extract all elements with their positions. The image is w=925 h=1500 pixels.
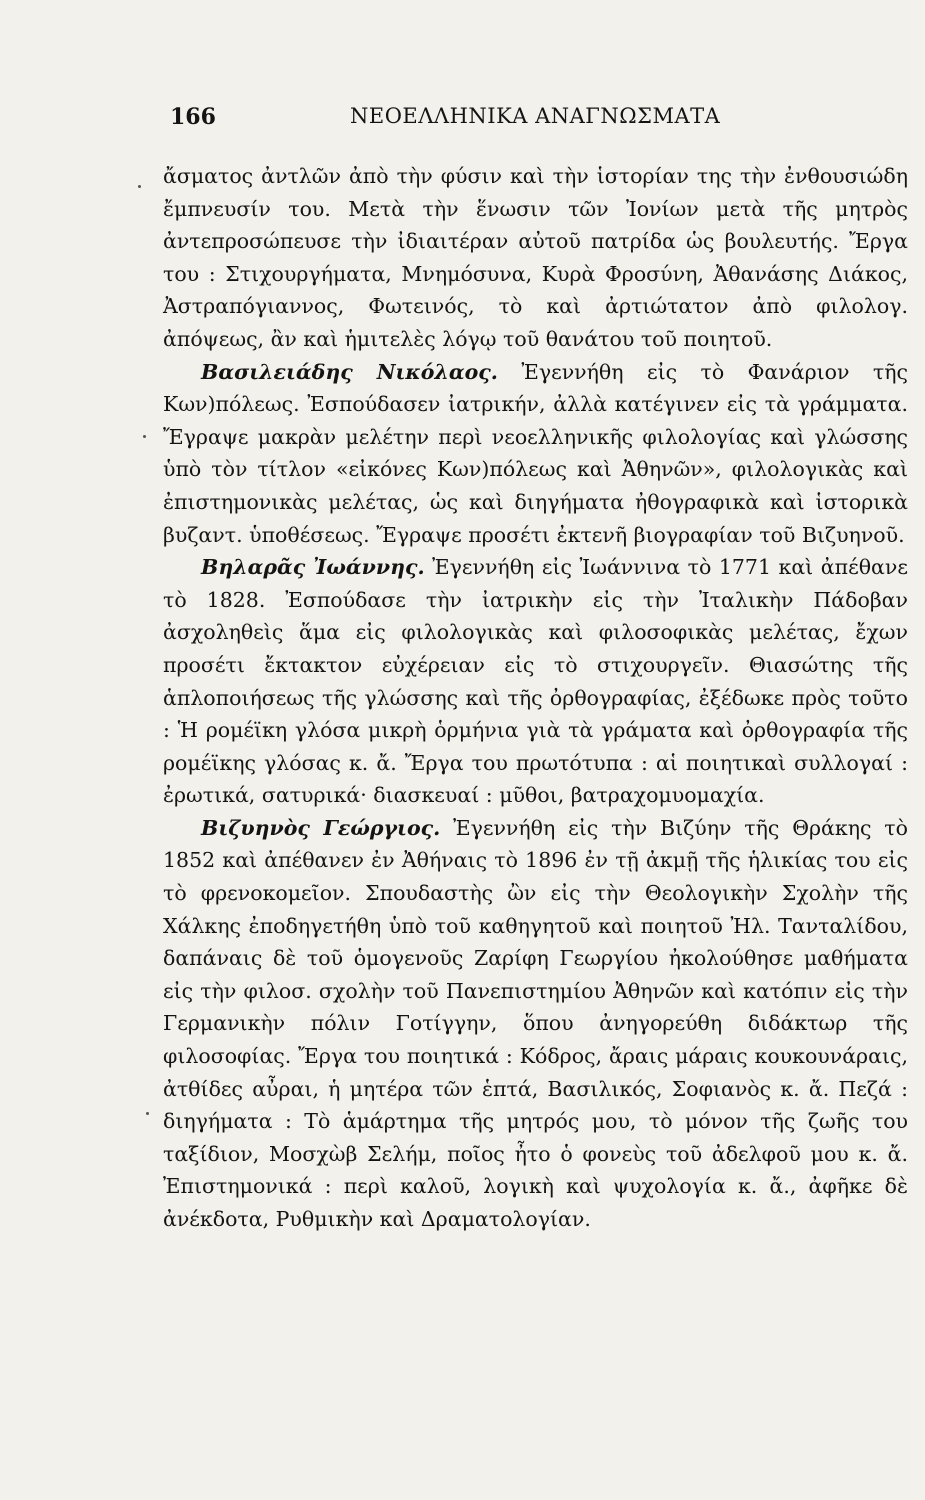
entry-name: Βασιλειάδης Νικόλαος. [201,359,498,384]
page-number: 166 [170,104,216,130]
entry-text: Ἐγεννήθη εἰς τὸ Φανάριον τῆς Κων)πόλεως. Ἐσπούδασεν ἰατρικήν, ἀλλὰ κατέγινεν εἰς τὰ γράμματα. Ἔγραψε μακρὰν μελέτην περὶ νεοελληνικῆς φιλολογίας καὶ γλώσσης ὑπὸ τὸν τίτλον «εἰκόνες Κων)πόλεως καὶ Ἀθηνῶν», φιλολογικὰς καὶ ἐπιστημονικὰς μελέτας, ὡς καὶ διηγήματα ἠθογραφικὰ καὶ ἱστορικὰ βυζαντ. ὑποθέσεως. Ἔγραψε προσέτι ἐκτενῆ βιογραφίαν τοῦ Βιζυηνοῦ. [163,359,908,547]
entry-vilaras [163,551,908,812]
page-body [163,160,908,1236]
paragraph-text: ἄσματος ἀντλῶν ἀπὸ τὴν φύσιν καὶ τὴν ἱστορίαν της τὴν ἐνθουσιώδη ἔμπνευσίν του. Μετὰ τὴν ἕνωσιν τῶν Ἰονίων μετὰ τῆς μητρὸς ἀντεπροσώπευσε τὴν ἰδιαιτέραν αὐτοῦ πατρίδα ὡς βουλευτής. Ἔργα του : Στιχουργήματα, Μνημόσυνα, Κυρὰ Φροσύνη, Ἀθανάσης Διάκος, Ἀστραπόγιαννος, Φωτεινός, τὸ καὶ ἀρτιώτατον ἀπὸ φιλολογ. ἀπόψεως, ἂν καὶ ἡμιτελὲς λόγῳ τοῦ θανάτου τοῦ ποιητοῦ. [163,164,908,351]
entry-vizyinos [163,812,908,1236]
entry-text: Ἐγεννήθη εἰς Ἰωάννινα τὸ 1771 καὶ ἀπέθανε τὸ 1828. Ἐσπούδασε τὴν ἰατρικὴν εἰς τὴν Ἰταλικὴν Πάδοβαν ἀσχοληθεὶς ἅμα εἰς φιλολογικὰς καὶ φιλοσοφικὰς μελέτας, ἔχων προσέτι ἔκτακτον εὐχέρειαν εἰς τὸ στιχουργεῖν. Θιασώτης τῆς ἁπλοποιήσεως τῆς γλώσσης καὶ τῆς ὀρθογραφίας, ἐξέδωκε πρὸς τοῦτο : Ἡ ρομέϊκη γλόσα μικρὴ ὁρμήνια γιὰ τὰ γράματα καὶ ὀρθογραφία τῆς ρομέϊκης γλόσας κ. ἄ. Ἔργα του πρωτότυπα : αἱ ποιητικαὶ συλλογαί : ἐρωτικά, σατυρικά· διασκευαί : μῦθοι, βατραχομυομαχία. [163,555,908,808]
entry-name: Βιζυηνὸς Γεώργιος. [201,815,441,840]
margin-speck [146,1112,149,1115]
margin-speck [143,435,146,438]
page-header [170,104,908,134]
running-title: ΝΕΟΕΛΛΗΝΙΚΑ ΑΝΑΓΝΩΣΜΑΤΑ [350,104,721,128]
margin-speck [138,185,141,188]
paragraph-continuation [163,160,908,356]
entry-text: Ἐγεννήθη εἰς τὴν Βιζύην τῆς Θράκης τὸ 1852 καὶ ἀπέθανεν ἐν Ἀθήναις τὸ 1896 ἐν τῇ ἀκμῇ τῆς ἡλικίας του εἰς τὸ φρενοκομεῖον. Σπουδαστὴς ὢν εἰς τὴν Θεολογικὴν Σχολὴν τῆς Χάλκης ἐποδηγετήθη ὑπὸ τοῦ καθηγητοῦ καὶ ποιητοῦ Ἠλ. Τανταλίδου, δαπάναις δὲ τοῦ ὁμογενοῦς Ζαρίφη Γεωργίου ἠκολούθησε μαθήματα εἰς τὴν φιλοσ. σχολὴν τοῦ Πανεπιστημίου Ἀθηνῶν καὶ κατόπιν εἰς τὴν Γερμανικὴν πόλιν Γοτίγγην, ὅπου ἀνηγορεύθη διδάκτωρ τῆς φιλοσοφίας. Ἔργα του ποιητικά : Κόδρος, ἄραις μάραις κουκουνάραις, ἀτθίδες αὖραι, ἡ μητέρα τῶν ἑπτά, Βασιλικός, Σοφιανὸς κ. ἄ. Πεζά : διηγήματα : Τὸ ἁμάρτημα τῆς μητρός μου, τὸ μόνον τῆς ζωῆς του ταξίδιον, Μοσχὼβ Σελήμ, ποῖος ἦτο ὁ φονεὺς τοῦ ἀδελφοῦ μου κ. ἄ. Ἐπιστημονικά : περὶ καλοῦ, λογικὴ καὶ ψυχολογία κ. ἄ., ἀφῆκε δὲ ἀνέκδοτα, Ρυθμικὴν καὶ Δραματολογίαν. [163,815,908,1231]
entry-name: Βηλαρᾶς Ἰωάννης. [201,555,425,580]
entry-vasileiadis [163,356,908,552]
